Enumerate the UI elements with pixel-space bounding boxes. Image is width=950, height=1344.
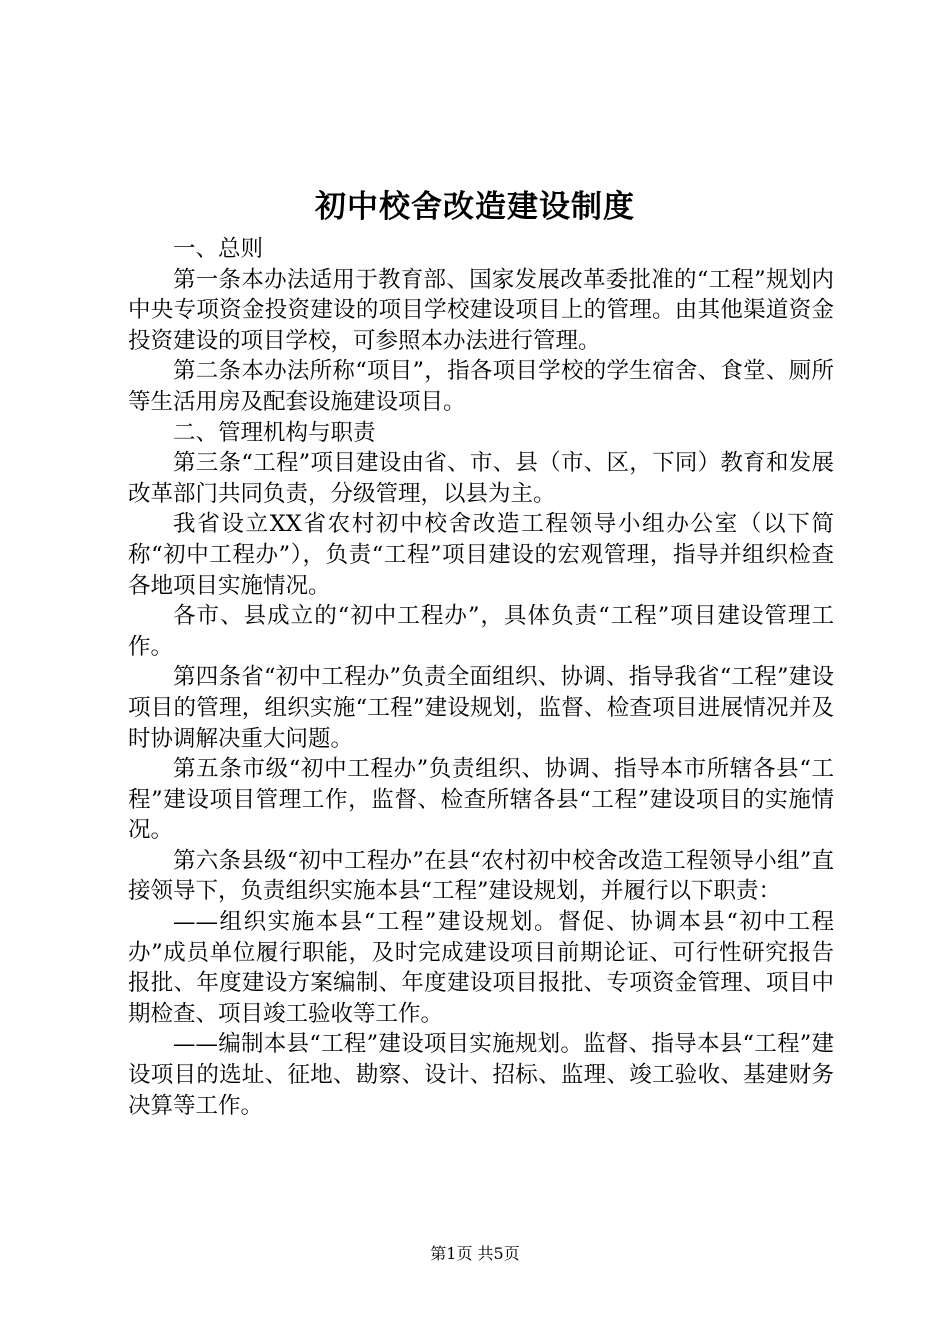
paragraph-provincial-office: 我省设立XX省农村初中校舍改造工程领导小组办公室（以下简称“初中工程办”），负责“工程”项目建设的宏观管理，指导并组织检查各地项目实施情况。 — [128, 511, 834, 599]
paragraph-article-5: 第五条市级“初中工程办”负责组织、协调、指导本市所辖各县“工程”建设项目管理工作，监督、检查所辖各县“工程”建设项目的实施情况。 — [128, 756, 834, 844]
paragraph-article-1: 第一条本办法适用于教育部、国家发展改革委批准的“工程”规划内中央专项资金投资建设的项目学校建设项目上的管理。由其他渠道资金投资建设的项目学校，可参照本办法进行管理。 — [128, 266, 834, 354]
paragraph-article-4: 第四条省“初中工程办”负责全面组织、协调、指导我省“工程”建设项目的管理，组织实施“工程”建设规划，监督、检查项目进展情况并及时协调解决重大问题。 — [128, 664, 834, 752]
paragraph-article-3: 第三条“工程”项目建设由省、市、县（市、区，下同）教育和发展改革部门共同负责，分级管理，以县为主。 — [128, 450, 834, 507]
paragraph-article-2: 第二条本办法所称“项目”，指各项目学校的学生宿舍、食堂、厕所等生活用房及配套设施建设项目。 — [128, 358, 834, 415]
paragraph-section-2-heading: 二、管理机构与职责 — [173, 419, 376, 446]
document-title: 初中校舍改造建设制度 — [315, 189, 635, 225]
paragraph-city-county-office: 各市、县成立的“初中工程办”，具体负责“工程”项目建设管理工作。 — [128, 603, 834, 660]
paragraph-section-1-heading: 一、总则 — [173, 236, 264, 262]
paragraph-duty-1: ——组织实施本县“工程”建设规划。督促、协调本县“初中工程办”成员单位履行职能，及时完成建设项目前期论证、可行性研究报告报批、年度建设方案编制、年度建设项目报批、专项资金管理、项目中期检查、项目竣工验收等工作。 — [128, 909, 834, 1027]
paragraph-article-6: 第六条县级“初中工程办”在县“农村初中校舍改造工程领导小组”直接领导下，负责组织实施本县“工程”建设规划，并履行以下职责： — [128, 847, 834, 905]
paragraph-duty-2: ——编制本县“工程”建设项目实施规划。监督、指导本县“工程”建设项目的选址、征地、勘察、设计、招标、监理、竣工验收、基建财务决算等工作。 — [128, 1031, 834, 1119]
page-footer: 第1页 共5页 — [430, 1244, 520, 1263]
document-body — [128, 234, 834, 1121]
